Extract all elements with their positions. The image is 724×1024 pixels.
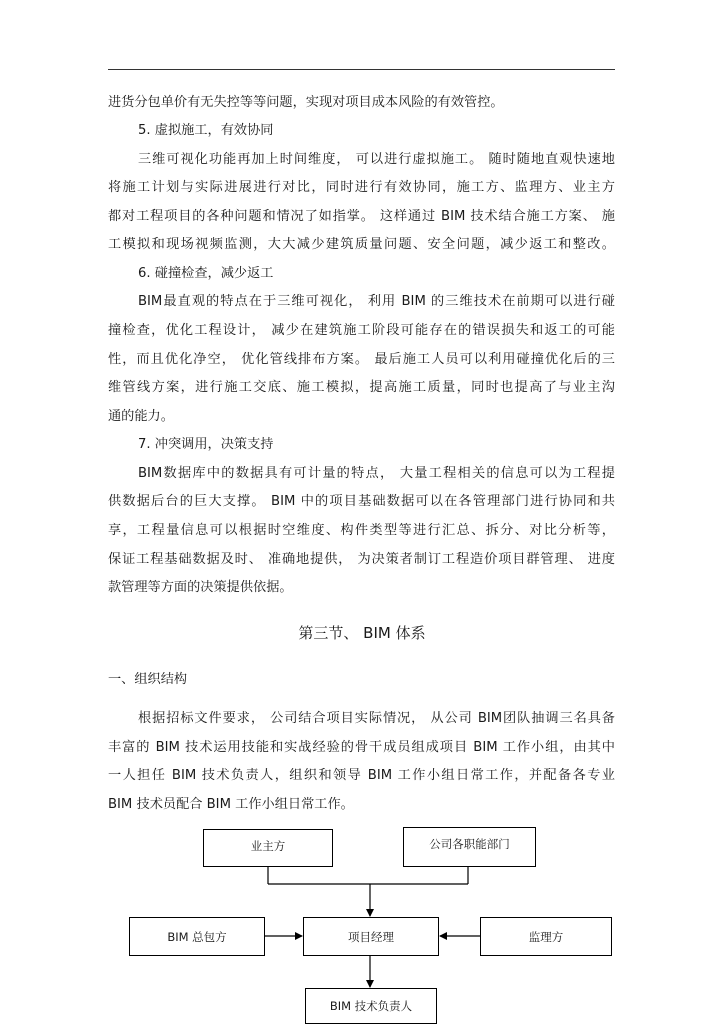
paragraph-line: 通的能力。 xyxy=(108,409,174,424)
paragraph-line: BIM数据库中的数据具有可计量的特点， 大量工程相关的信息可以为工程提 xyxy=(138,466,615,481)
paragraph-line: 根据招标文件要求， 公司结合项目实际情况， 从公司 BIM团队抽调三名具备 xyxy=(138,711,615,726)
paragraph-line: 款管理等方面的决策提供依据。 xyxy=(108,580,293,595)
paragraph-line: 维管线方案，进行施工交底、施工模拟，提高施工质量，同时也提高了与业主沟 xyxy=(108,380,615,395)
paragraph-line: 撞检查，优化工程设计， 减少在建筑施工阶段可能存在的错误损失和返工的可能 xyxy=(108,323,615,338)
org-label-departments: 公司各职能部门 xyxy=(429,837,510,851)
org-box-project-manager xyxy=(303,917,439,956)
list-heading: 7. 冲突调用，决策支持 xyxy=(138,437,274,452)
paragraph-line: 将施工计划与实际进展进行对比，同时进行有效协同，施工方、监理方、业主方 xyxy=(108,180,615,195)
paragraph-line: 性，而且优化净空， 优化管线排布方案。 最后施工人员可以利用碰撞优化后的三 xyxy=(108,352,615,367)
org-box-departments xyxy=(403,827,536,867)
paragraph-line: 工模拟和现场视频监测，大大减少建筑质量问题、安全问题，减少返工和整改。 xyxy=(108,237,615,252)
paragraph-line: BIM最直观的特点在于三维可视化， 利用 BIM 的三维技术在前期可以进行碰 xyxy=(138,294,615,309)
paragraph-line: BIM 技术员配合 BIM 工作小组日常工作。 xyxy=(108,797,354,812)
paragraph-line: 保证工程基础数据及时、 准确地提供， 为决策者制订工程造价项目群管理、 进度 xyxy=(108,552,615,567)
org-box-owner xyxy=(203,829,333,867)
org-label-supervisor: 监理方 xyxy=(528,929,564,944)
section-title: 第三节、 BIM 体系 xyxy=(298,624,426,642)
subsection-title: 一、组织结构 xyxy=(108,672,188,687)
org-label-project-manager: 项目经理 xyxy=(348,929,394,944)
org-box-bim-lead xyxy=(305,988,437,1024)
org-label-bim-lead: BIM 技术负责人 xyxy=(329,999,413,1013)
paragraph-line: 都对工程项目的各种问题和情况了如指掌。 这样通过 BIM 技术结合施工方案、 施 xyxy=(108,209,615,224)
paragraph-line: 丰富的 BIM 技术运用技能和实战经验的骨干成员组成项目 BIM 工作小组，由其中 xyxy=(108,740,615,755)
org-label-owner: 业主方 xyxy=(250,839,286,853)
list-heading: 5. 虚拟施工，有效协同 xyxy=(138,123,274,138)
org-label-general-contractor: BIM 总包方 xyxy=(167,929,227,944)
org-box-general-contractor xyxy=(129,917,265,956)
paragraph-line: 三维可视化功能再加上时间维度， 可以进行虚拟施工。 随时随地直观快速地 xyxy=(138,152,615,167)
paragraph-line: 进货分包单价有无失控等等问题，实现对项目成本风险的有效管控。 xyxy=(108,95,504,110)
list-heading: 6. 碰撞检查，减少返工 xyxy=(138,266,274,281)
paragraph-line: 享，工程量信息可以根据时空维度、构件类型等进行汇总、拆分、对比分析等， xyxy=(108,523,615,538)
paragraph-line: 供数据后台的巨大支撑。 BIM 中的项目基础数据可以在各管理部门进行协同和共 xyxy=(108,494,615,509)
paragraph-line: 一人担任 BIM 技术负责人，组织和领导 BIM 工作小组日常工作，并配备各专业 xyxy=(108,768,615,783)
org-box-supervisor xyxy=(480,917,612,956)
